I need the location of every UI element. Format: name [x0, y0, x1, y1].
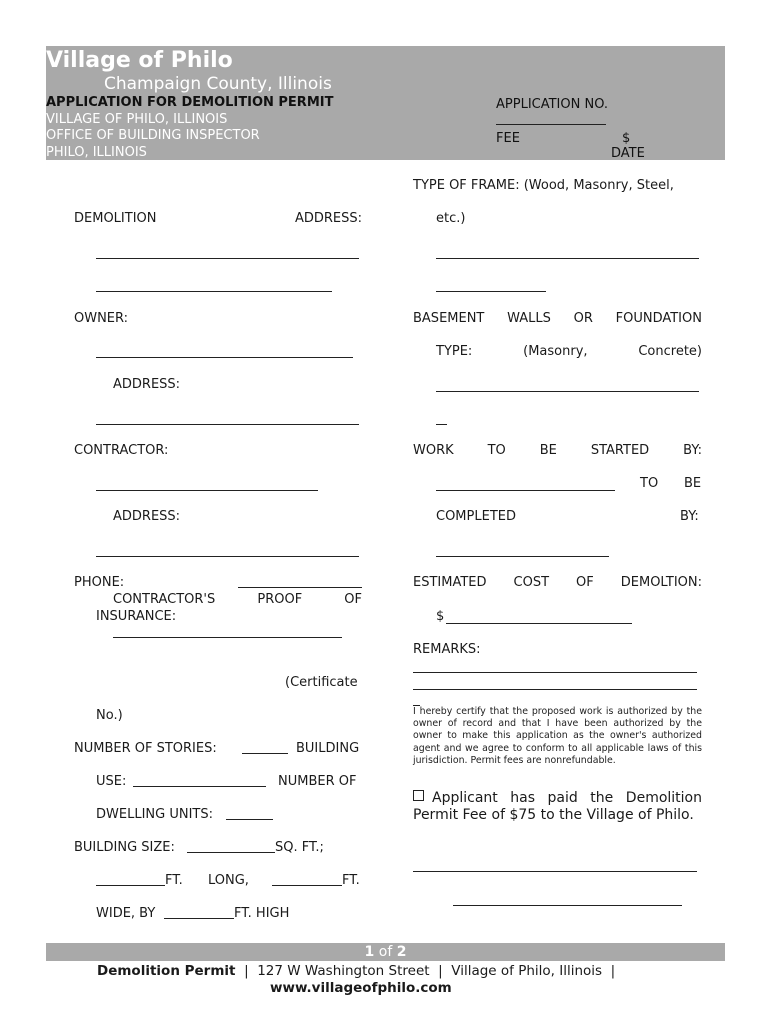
foundation-word: (Masonry,: [523, 344, 588, 359]
owner-field[interactable]: [96, 357, 353, 358]
be-label: BE: [684, 476, 702, 491]
application-no-field[interactable]: [496, 113, 606, 129]
number-of-label: NUMBER OF: [278, 774, 357, 789]
start-date-field[interactable]: [436, 490, 615, 491]
basement-word: OR: [573, 311, 593, 326]
foundation-field-1[interactable]: [436, 391, 699, 392]
header-line-3: PHILO, ILLINOIS: [46, 145, 147, 160]
page-indicator: [46, 943, 725, 961]
work-word: WORK: [413, 443, 454, 458]
header-band: [46, 46, 725, 160]
header-line-1: VILLAGE OF PHILO, ILLINOIS: [46, 112, 228, 127]
footer-doc-name: Demolition Permit: [97, 963, 236, 979]
page-total: 2: [396, 944, 407, 960]
demolition-address-line-1[interactable]: [96, 258, 359, 259]
basement-word: FOUNDATION: [615, 311, 702, 326]
fee-paid-checkbox[interactable]: [413, 790, 424, 801]
work-word: BY:: [683, 443, 702, 458]
cost-word: COST: [513, 575, 550, 590]
contractor-address-label: ADDRESS:: [113, 509, 181, 524]
to-label: TO: [640, 476, 659, 491]
building-size-field[interactable]: [187, 852, 275, 853]
foundation-field-2[interactable]: [436, 424, 447, 425]
use-label: USE:: [96, 774, 127, 789]
certification-statement: I hereby certify that the proposed work is authorized by the owner of record and that I have been authorized by the owner to make this application as the owner's authorized agent and we agree to conform to all applicable laws of this jurisdiction. Permit fees are nonrefundable.: [413, 706, 702, 766]
estimated-cost-field[interactable]: [446, 623, 632, 624]
demolition-label: DEMOLITION: [74, 211, 157, 226]
form-title: APPLICATION FOR DEMOLITION PERMIT: [46, 95, 334, 110]
demolition-address-row: [74, 211, 362, 226]
completion-date-field[interactable]: [436, 556, 609, 557]
sqft-label: SQ. FT.;: [275, 840, 324, 855]
ft-high-label: FT. HIGH: [234, 906, 290, 921]
footer-website-link[interactable]: www.villageofphilo.com: [270, 980, 452, 996]
height-field[interactable]: [164, 918, 234, 919]
date-signature-line[interactable]: [453, 905, 682, 906]
owner-address-label: ADDRESS:: [113, 377, 181, 392]
phone-label: PHONE:: [74, 575, 125, 590]
ft-label: FT.: [165, 873, 183, 888]
date-label: DATE: [611, 146, 645, 160]
owner-label: OWNER:: [74, 311, 129, 326]
frame-field-2[interactable]: [436, 291, 546, 292]
ft-label-2: FT.: [342, 873, 360, 888]
certificate-label: (Certificate: [285, 675, 358, 690]
building-label: BUILDING: [296, 741, 360, 756]
footer-info: Demolition Permit | 127 W Washington Street | Village of Philo, Illinois |: [97, 963, 616, 979]
type-of-frame-label: TYPE OF FRAME: (Wood, Masonry, Steel,: [413, 178, 674, 193]
basement-word: BASEMENT: [413, 311, 485, 326]
demolition-address-label: ADDRESS:: [294, 211, 362, 226]
application-no-label: APPLICATION NO.: [496, 97, 609, 112]
frame-field-1[interactable]: [436, 258, 699, 259]
width-field[interactable]: [272, 885, 342, 886]
remarks-line-1[interactable]: [413, 672, 697, 673]
proof-word: CONTRACTOR'S: [113, 592, 216, 607]
phone-field[interactable]: [238, 587, 362, 588]
page-number: 1: [364, 944, 375, 960]
proof-word: OF: [344, 592, 362, 607]
footer-address: 127 W Washington Street: [257, 963, 430, 979]
frame-etc-label: etc.): [436, 211, 466, 226]
work-word: STARTED: [590, 443, 650, 458]
length-field[interactable]: [96, 885, 165, 886]
foundation-type-row: [436, 344, 702, 359]
proof-row: [113, 592, 362, 607]
basement-word: WALLS: [507, 311, 551, 326]
village-title: Village of Philo: [46, 48, 233, 73]
certificate-no-label: No.): [96, 708, 123, 723]
demolition-address-line-2[interactable]: [96, 291, 332, 292]
use-field[interactable]: [133, 786, 266, 787]
contractor-label: CONTRACTOR:: [74, 443, 169, 458]
insurance-field[interactable]: [113, 637, 342, 638]
work-word: TO: [487, 443, 506, 458]
completed-by-label: BY:: [680, 509, 699, 524]
page-of: of: [378, 944, 393, 960]
foundation-word: TYPE:: [436, 344, 473, 359]
work-started-row: [413, 443, 702, 458]
fee-label: FEE: [496, 131, 520, 146]
long-label: LONG,: [208, 873, 249, 888]
cost-word: OF: [576, 575, 594, 590]
cost-word: ESTIMATED: [413, 575, 487, 590]
fee-paid-text: Applicant has paid the Demolition Permit Fee of $75 to the Village of Philo.: [413, 790, 702, 823]
work-word: BE: [539, 443, 557, 458]
header-line-2: OFFICE OF BUILDING INSPECTOR: [46, 128, 260, 143]
proof-word: PROOF: [257, 592, 303, 607]
building-size-label: BUILDING SIZE:: [74, 840, 175, 855]
completed-label: COMPLETED: [436, 509, 516, 524]
fee-paid-checkbox-row[interactable]: [413, 790, 702, 824]
applicant-signature-line[interactable]: [413, 871, 697, 872]
county-subtitle: Champaign County, Illinois: [104, 74, 332, 94]
estimated-cost-row: [413, 575, 702, 590]
owner-address-field[interactable]: [96, 424, 359, 425]
cost-word: DEMOLTION:: [620, 575, 702, 590]
insurance-label: INSURANCE:: [96, 609, 177, 624]
dwelling-units-label: DWELLING UNITS:: [96, 807, 213, 822]
remarks-label: REMARKS:: [413, 642, 481, 657]
contractor-address-field[interactable]: [96, 556, 359, 557]
stories-field[interactable]: [242, 753, 288, 754]
wide-by-label: WIDE, BY: [96, 906, 156, 921]
basement-row: [413, 311, 702, 326]
dwelling-units-field[interactable]: [226, 819, 273, 820]
footer-village: Village of Philo, Illinois: [451, 963, 603, 979]
foundation-word: Concrete): [638, 344, 702, 359]
cost-dollar: $: [436, 609, 445, 624]
contractor-field[interactable]: [96, 490, 318, 491]
stories-label: NUMBER OF STORIES:: [74, 741, 217, 756]
fee-dollar: $: [622, 131, 631, 146]
remarks-line-2[interactable]: [413, 689, 697, 690]
